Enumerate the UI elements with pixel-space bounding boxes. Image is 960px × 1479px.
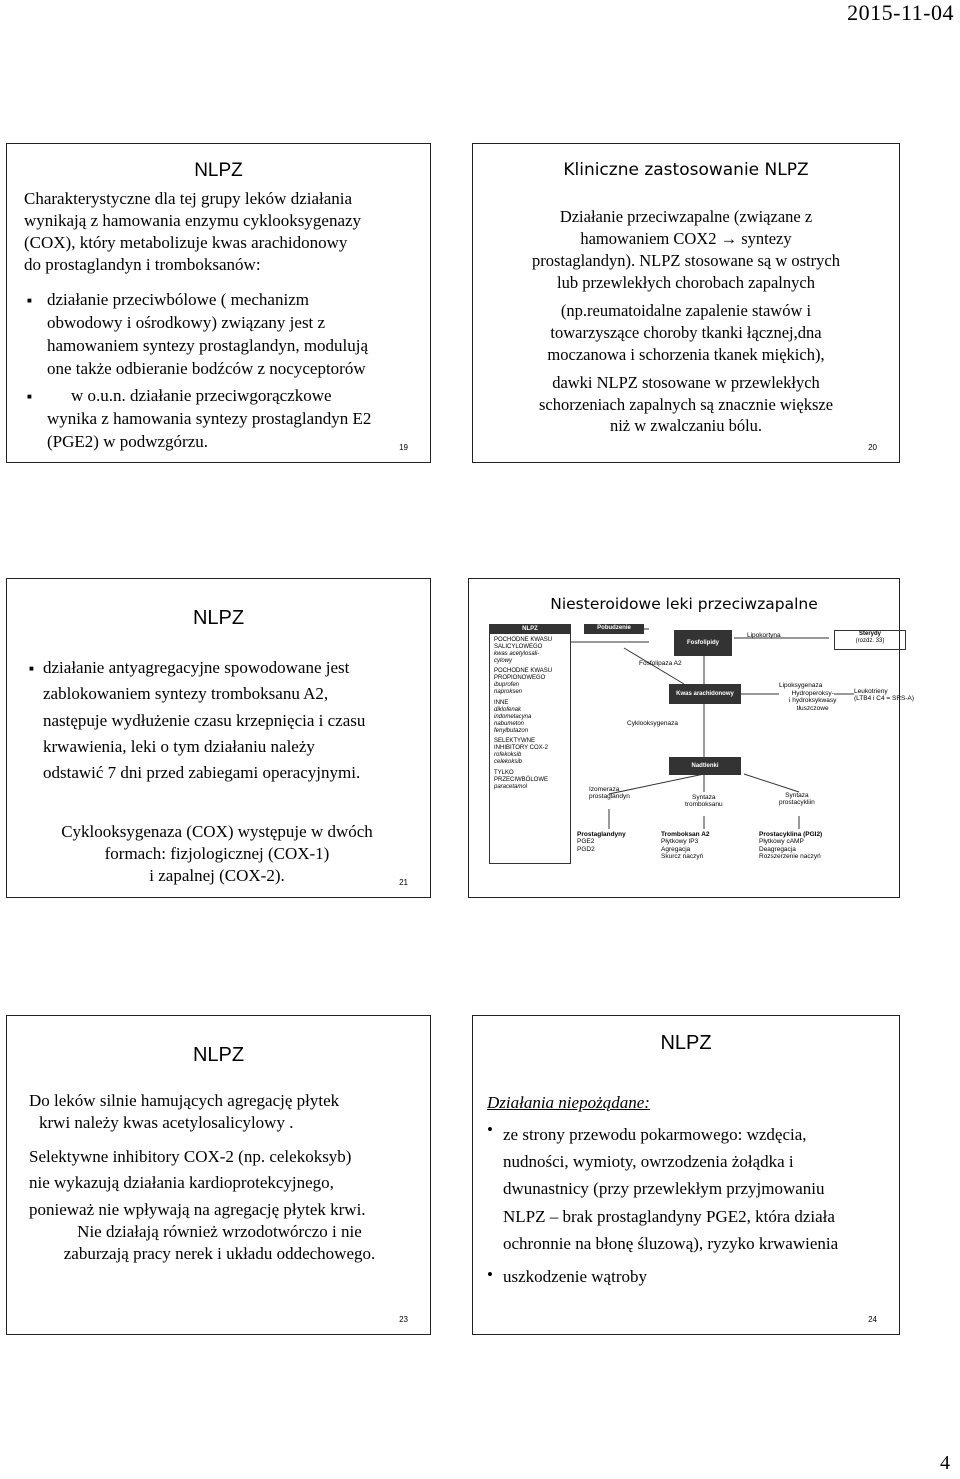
syntaza-tromboksanu-label: Syntaza tromboksanu	[685, 794, 723, 809]
slide-number: 21	[399, 878, 408, 887]
lipokortyna-label: Lipokortyna	[747, 632, 781, 639]
nlpz-list: POCHODNE KWASU SALICYLOWEGO kwas acetylosali- cylowy POCHODNE KWASU PROPIONOWEGO ibuprofen naproksen INNE diklofenak indometacyna nabumeton fenylbutazon SELEKTYWNE INHIBITORY COX-2 rofekoksib celekoksib TYLKO PRZECIWBÓLOWE paracetamol	[494, 636, 553, 790]
fosfolipidy-box: Fosfolipidy	[674, 630, 732, 656]
nlpz-box-header: NLPZ	[490, 625, 570, 634]
slide-22	[468, 578, 915, 898]
bullet-2-text: w o.u.n. działanie przeciwgorączkowe wynika z hamowania syntezy prostaglandyn E2 (PGE2) w podwzgórzu.	[47, 386, 372, 451]
slide-title: NLPZ	[192, 607, 245, 629]
bullet-square-icon: ■	[27, 392, 32, 401]
fosfolipaza-label: Fosfolipaza A2	[639, 660, 682, 667]
body-text: Działanie przeciwzapalne (związane z hamowaniem COX2 → syntezy prostaglandyn). NLPZ stosowane są w ostrych lub przewlekłych chorobach zapalnych (np.reumatoidalne zapalenie stawów i towarzyszące choroby tkanki łącznej,dna moczanowa i schorzenia tkanek miękich), dawki NLPZ stosowane w przewlekłych schorzeniach zapalnych są znacznie większe niż w zwalczaniu bólu.	[532, 207, 840, 436]
slide-number: 24	[868, 1315, 877, 1324]
tromboksan-label: Tromboksan A2 Płytkowy IP3 Agregacja Skurcz naczyń	[661, 831, 710, 861]
slide-21	[6, 578, 431, 898]
bullet-1-text: działanie przeciwbólowe ( mechanizm obwodowy i ośrodkowy) związany jest z hamowaniem syntezy prostaglandyn, modulują one także odbieranie bodźców z nocyceptorów	[47, 290, 369, 378]
header-date: 2015-11-04	[847, 0, 954, 25]
prostacyklina-label: Prostacyklina (PGI2) Płytkowy cAMP Deagregacja Rozszerzenie naczyń	[759, 831, 823, 861]
paragraph-3: Nie działają również wrzodotwórczo i nie zaburzają pracy nerek i układu oddechowego.	[63, 1222, 376, 1264]
nlpz-box	[489, 624, 571, 864]
side-effects-heading: Działania niepożądane:	[487, 1093, 650, 1112]
intro-text: Charakterystyczne dla tej grupy leków działania wynikają z hamowania enzymu cyklooksygenazy (COX), który metabolizuje kwas arachidonowy do prostaglandyn i tromboksanów:	[24, 189, 362, 275]
leukotrieny-label: Leukotrieny (LTB4 i C4 = SRS-A)	[854, 688, 915, 703]
bullet-2-text: uszkodzenie wątroby	[503, 1267, 647, 1286]
slide-title: NLPZ	[192, 1044, 245, 1066]
cyklooksygenaza-label: Cyklooksygenaza	[627, 720, 678, 727]
bullet-1-text: działanie antyagregacyjne spowodowane jest zablokowaniem syntezy tromboksanu A2, następuje wydłużenie czasu krzepnięcia i czasu krwawienia, leki o tym działaniu należy odstawić 7 dni przed zabiegami operacyjnymi.	[43, 658, 366, 783]
prostaglandyny-label: Prostaglandyny PGE2 PGD2	[577, 831, 626, 853]
sterydy-box: Sterydy (rozdz. 33)	[834, 630, 906, 650]
cox-text: Cyklooksygenaza (COX) występuje w dwóch formach: fizjologicznej (COX-1) i zapalnej (COX-2).	[61, 822, 373, 886]
slide-title: NLPZ	[660, 1032, 712, 1054]
slide-number: 19	[399, 443, 408, 452]
paragraph-2: Selektywne inhibitory COX-2 (np. celekoksyb) nie wykazują działania kardioprotekcyjnego, ponieważ nie wpływają na agregację płytek krwi.	[29, 1147, 366, 1219]
bullet-dot-icon: •	[487, 1120, 493, 1139]
slide-20	[472, 143, 900, 463]
bullet-square-icon: ■	[29, 664, 34, 673]
bullet-1-text: ze strony przewodu pokarmowego: wzdęcia, nudności, wymioty, owrzodzenia żołądka i dwunastnicy (przy przewlekłym przyjmowaniu NLPZ – brak prostaglandyny PGE2, która działa ochronnie na błonę śluzową), ryzyko krwawienia	[503, 1125, 839, 1253]
syntaza-prostacykliny-label: Syntaza prostacykliin	[779, 792, 815, 807]
paragraph-1: Do leków silnie hamujących agregację płytek krwi należy kwas acetylosalicylowy .	[29, 1091, 340, 1133]
hydroperoksy-label: Hydroperoksy- i hydroksykwasy tłuszczowe	[789, 690, 837, 712]
slide-23	[6, 1015, 431, 1335]
izomeraza-label: Izomeraza prostaglandyn	[589, 786, 630, 801]
slide-title: Niesteroidowe leki przeciwzapalne	[550, 595, 818, 613]
slide-title: Kliniczne zastosowanie NLPZ	[563, 160, 809, 180]
lipoksygenaza-label: Lipoksygenaza	[779, 682, 823, 689]
kwas-arachidonowy-box: Kwas arachidonowy	[669, 684, 741, 704]
slide-19	[6, 143, 431, 463]
page-number: 4	[940, 1452, 950, 1474]
slide-24	[472, 1015, 900, 1335]
prostaglandin-pathway-diagram	[489, 624, 919, 869]
bullet-dot-icon: •	[487, 1265, 493, 1284]
bullet-square-icon: ■	[27, 296, 32, 305]
slide-title: NLPZ	[194, 160, 243, 181]
slide-number: 20	[868, 443, 877, 452]
nadtlenki-box: Nadtlenki	[669, 757, 741, 775]
slide-number: 23	[399, 1315, 408, 1324]
pobudzenie-box: Pobudzenie	[584, 624, 644, 634]
